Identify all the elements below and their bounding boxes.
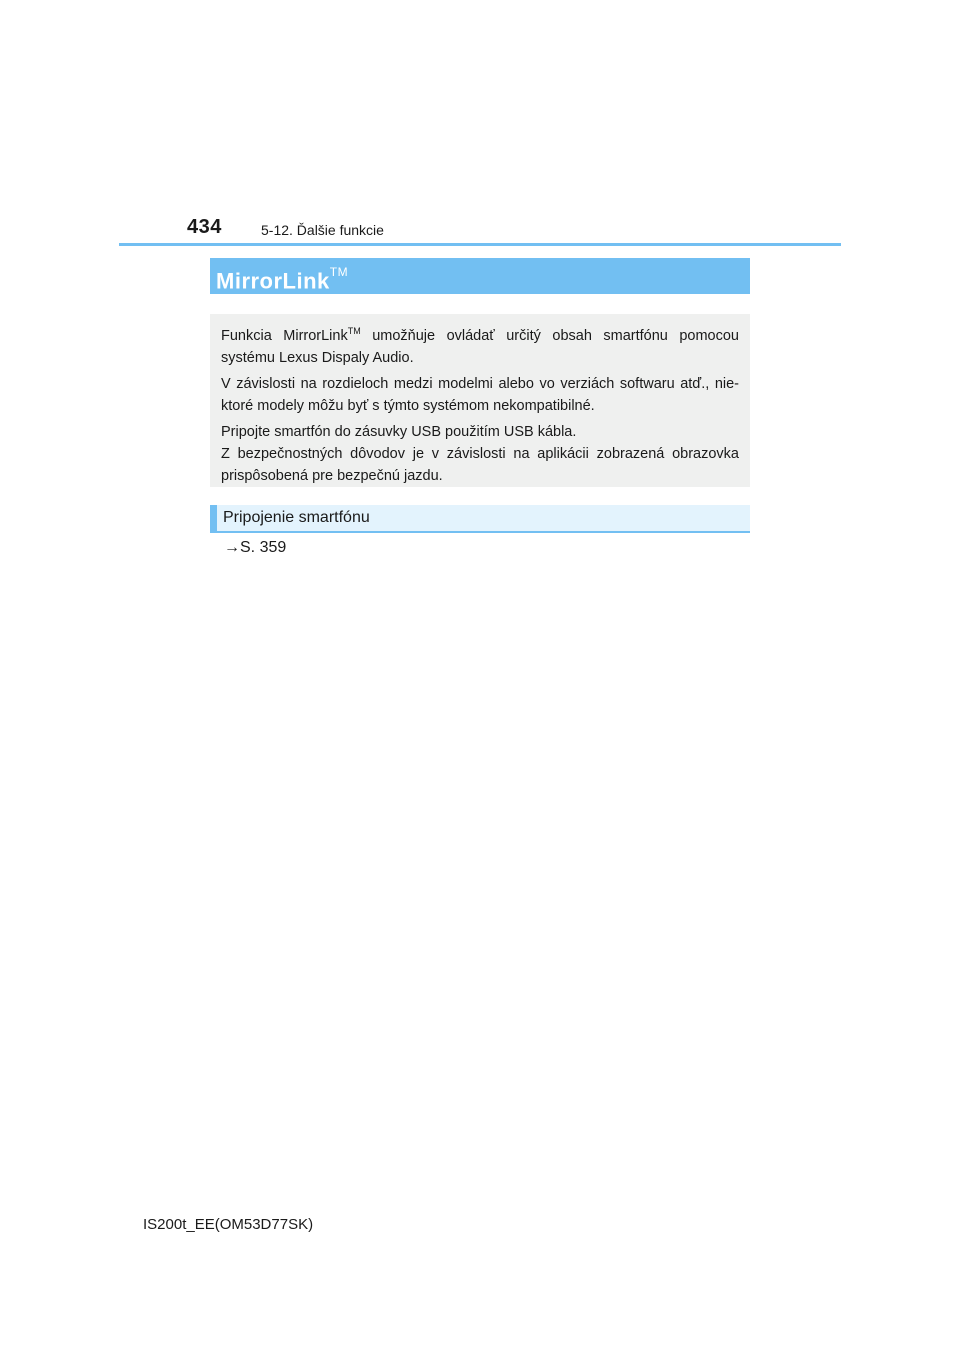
subsection-header (210, 505, 750, 533)
page-number: 434 (187, 216, 222, 238)
header-rule (119, 243, 841, 246)
subsection-title: Pripojenie smartfónu (223, 509, 370, 526)
running-header-chapter: 5-12. Ďalšie funkcie (261, 222, 384, 238)
subsection-marker (210, 505, 217, 531)
info-box (210, 314, 750, 487)
section-title-trademark: TM (329, 265, 349, 279)
info-paragraph-1 (221, 320, 739, 369)
footer-model-code: IS200t_EE(OM53D77SK) (143, 1216, 314, 1233)
cross-reference-link[interactable] (224, 539, 286, 557)
info-paragraph-1-start: Funkcia MirrorLink (221, 327, 348, 344)
arrow-right-icon: → (224, 539, 240, 556)
section-title: MirrorLink (216, 268, 330, 294)
section-title-bar (210, 258, 750, 294)
cross-reference-page: S. 359 (240, 539, 287, 556)
info-paragraph-1-end: umožňuje ovládať určitý obsah smartfónu pomocou systému Lexus Dispaly Audio. (221, 327, 739, 366)
info-paragraph-2: V závislosti na rozdieloch medzi modelmi alebo vo verziách softwaru atď., nie-ktoré modely môžu byť s týmto systémom nekompatibilné. (221, 375, 739, 414)
info-paragraph-4: Z bezpečnostných dôvodov je v závislosti na aplikácii zobrazená obrazovka prispôsobená pre bezpečnú jazdu. (221, 445, 739, 484)
info-trademark: TM (347, 326, 361, 336)
info-paragraph-3: Pripojte smartfón do zásuvky USB použitím USB kábla. (221, 423, 577, 440)
